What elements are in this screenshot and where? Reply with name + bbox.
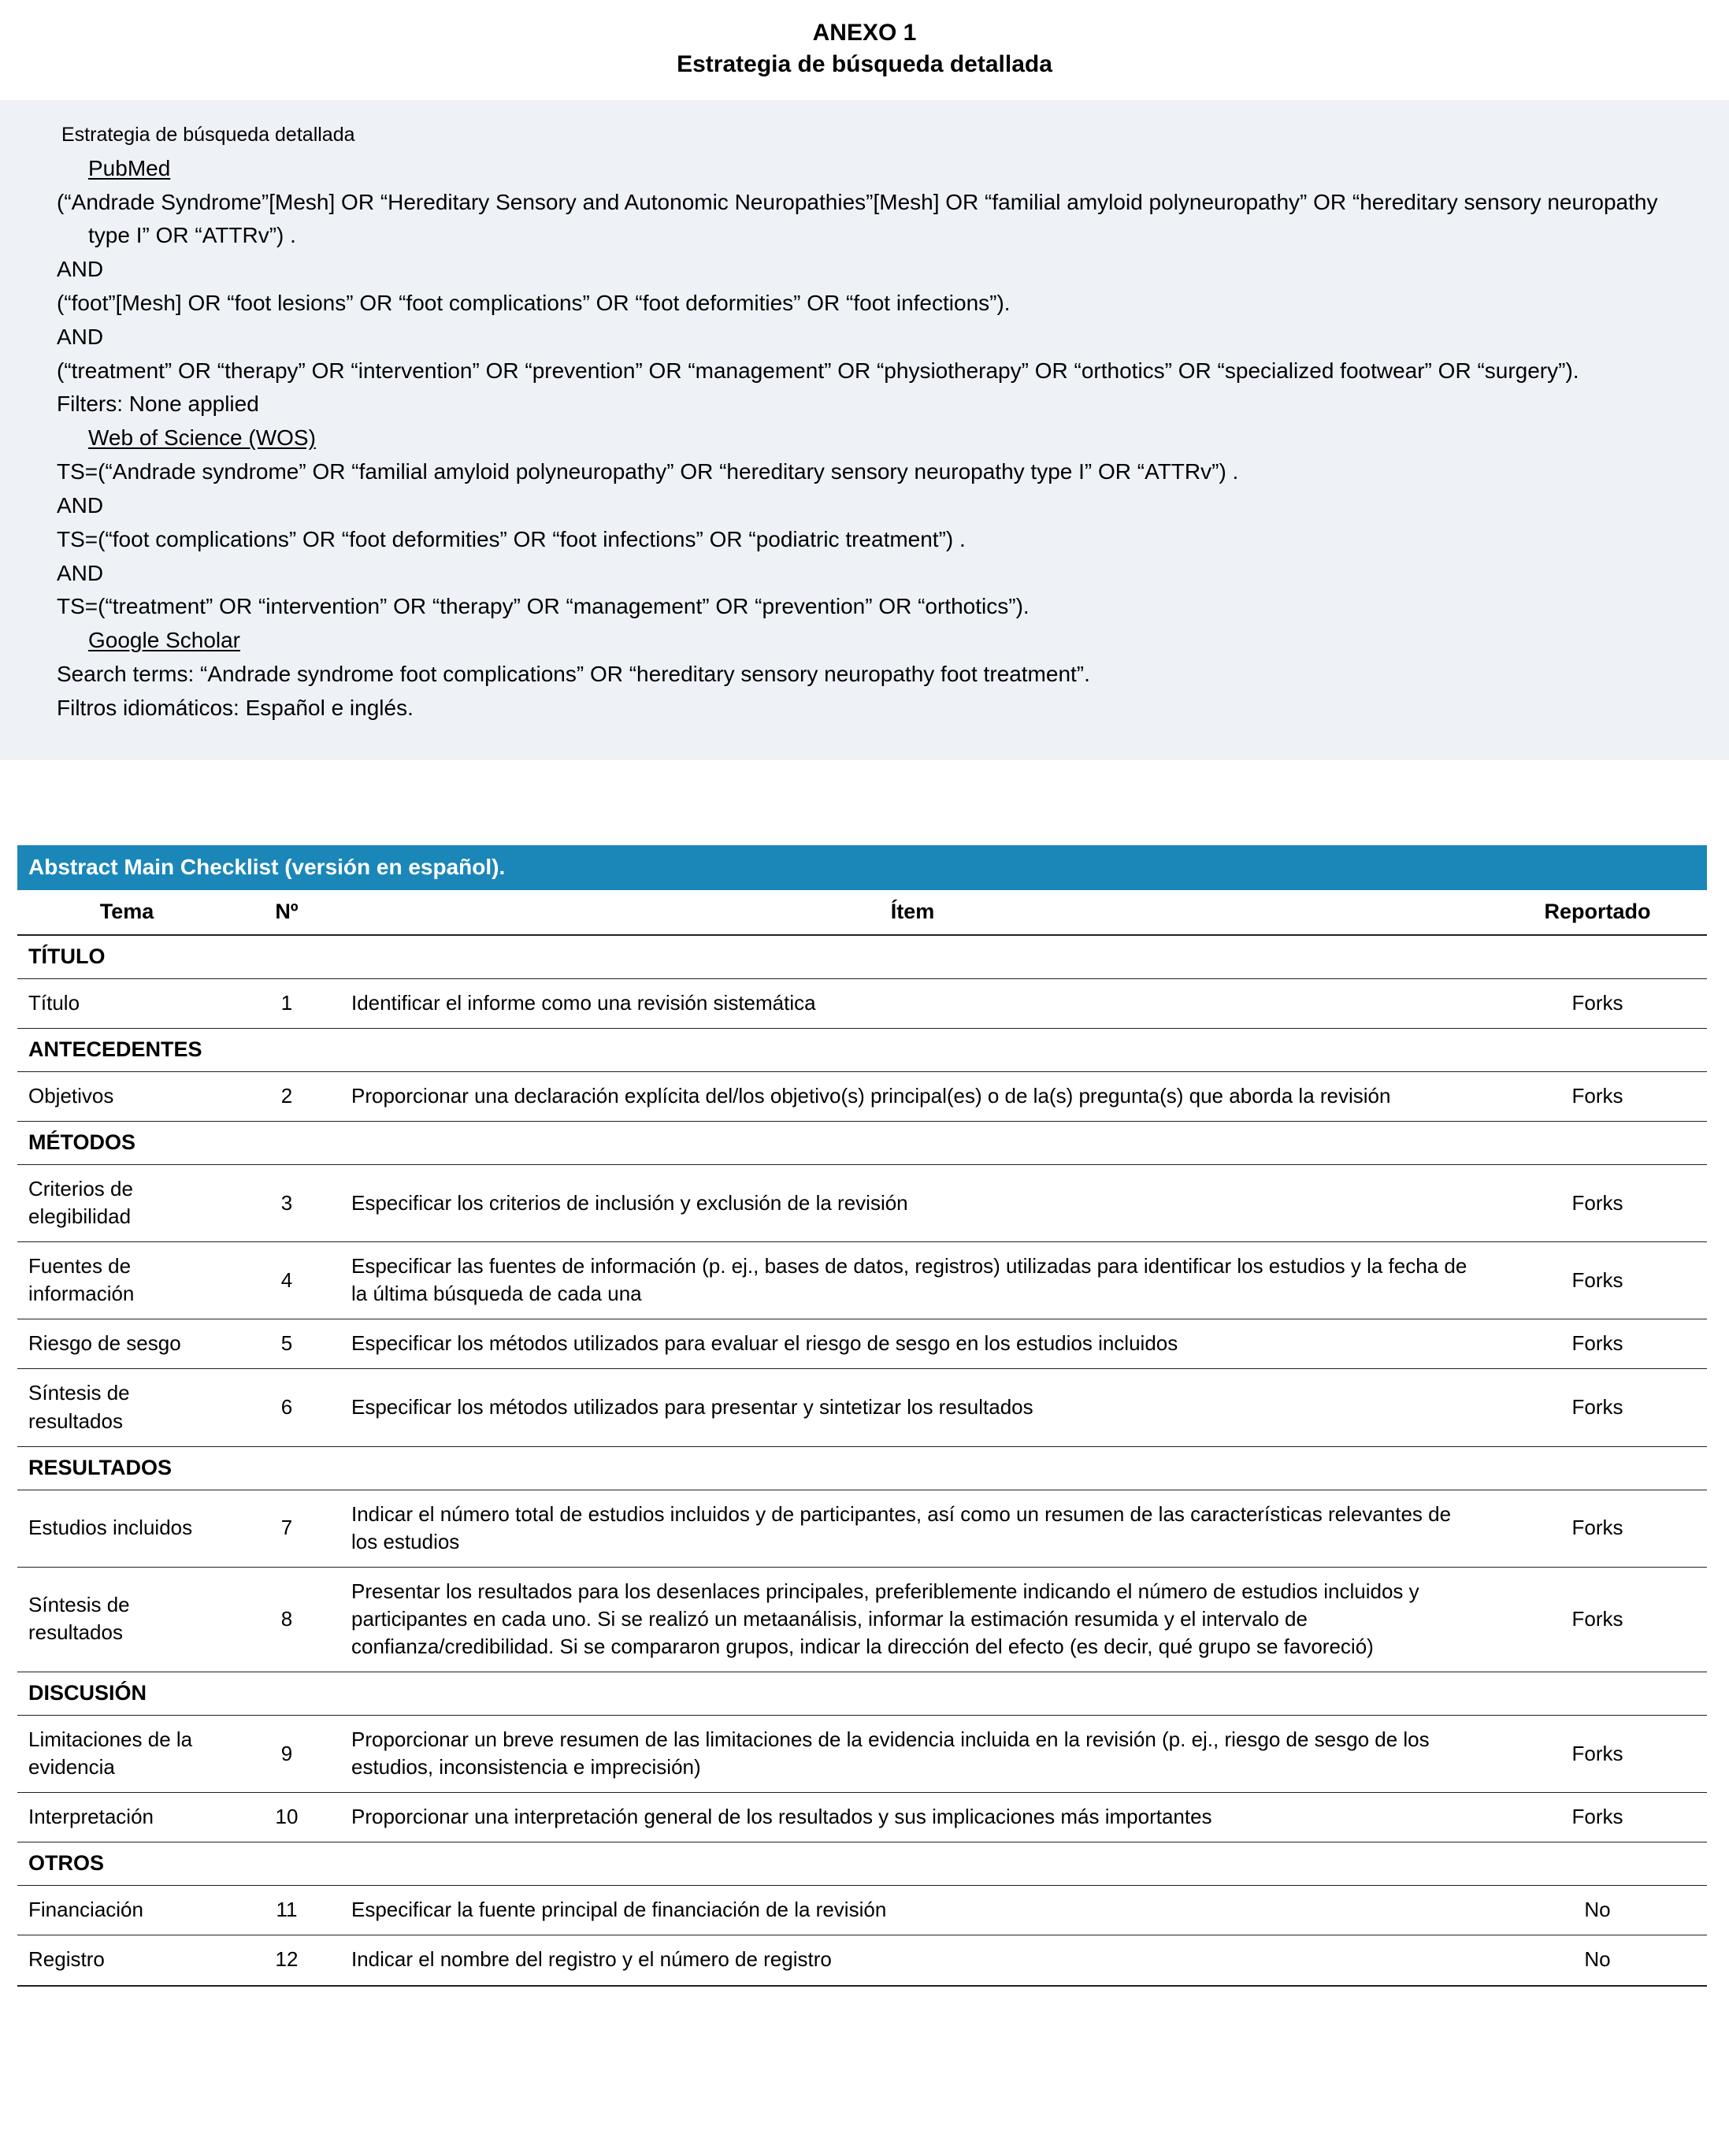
checklist-table <box>17 845 1707 1987</box>
cell-tema: Síntesis de resultados <box>17 1567 236 1672</box>
table-section-row <box>17 935 1707 979</box>
cell-item: Especificar la fuente principal de financiación de la revisión <box>337 1886 1488 1935</box>
cell-item: Proporcionar una interpretación general de los resultados y sus implicaciones más importantes <box>337 1793 1488 1842</box>
pubmed-query-lines <box>32 186 1697 422</box>
cell-num: 1 <box>236 978 337 1028</box>
section-label: TÍTULO <box>17 935 1707 979</box>
cell-num: 2 <box>236 1071 337 1121</box>
table-caption: Abstract Main Checklist (versión en español). <box>17 845 1707 890</box>
scholar-query-line: Search terms: “Andrade syndrome foot complications” OR “hereditary sensory neuropathy foot treatment”. <box>57 662 1090 687</box>
cell-tema: Registro <box>17 1935 236 1986</box>
table-section-row <box>17 1121 1707 1164</box>
table-row <box>17 1164 1707 1241</box>
scholar-query-lines <box>32 658 1697 725</box>
cell-tema: Objetivos <box>17 1071 236 1121</box>
cell-num: 8 <box>236 1567 337 1672</box>
column-header-num: Nº <box>236 890 337 935</box>
table-section-row <box>17 1446 1707 1490</box>
table-section-row <box>17 1028 1707 1071</box>
cell-num: 11 <box>236 1886 337 1935</box>
cell-num: 10 <box>236 1793 337 1842</box>
section-label: OTROS <box>17 1842 1707 1886</box>
table-row <box>17 1490 1707 1567</box>
section-label: ANTECEDENTES <box>17 1028 1707 1071</box>
table-row <box>17 1793 1707 1842</box>
database-label-pubmed: PubMed <box>88 155 171 180</box>
pubmed-query-line: (“treatment” OR “therapy” OR “intervention” OR “prevention” OR “management” OR “physiotherapy” OR “orthotics” OR “specialized footwear” OR “surgery”). <box>57 358 1579 383</box>
table-header-row <box>17 890 1707 935</box>
column-header-tema: Tema <box>17 890 236 935</box>
cell-item: Especificar los métodos utilizados para evaluar el riesgo de sesgo en los estudios incluidos <box>337 1319 1488 1369</box>
cell-reportado: Forks <box>1488 1369 1707 1446</box>
cell-num: 12 <box>236 1935 337 1986</box>
cell-reportado: Forks <box>1488 1164 1707 1241</box>
cell-reportado: No <box>1488 1886 1707 1935</box>
table-head <box>17 890 1707 935</box>
cell-tema: Título <box>17 978 236 1028</box>
cell-tema: Estudios incluidos <box>17 1490 236 1567</box>
search-strategy-intro: Estrategia de búsqueda detallada <box>61 124 355 147</box>
cell-num: 4 <box>236 1242 337 1319</box>
table-row <box>17 1071 1707 1121</box>
wos-query-line: TS=(“treatment” OR “intervention” OR “therapy” OR “management” OR “prevention” OR “orthotics”). <box>57 594 1030 619</box>
cell-tema: Criterios de elegibilidad <box>17 1164 236 1241</box>
cell-reportado: Forks <box>1488 1071 1707 1121</box>
scholar-query-line: Filtros idiomáticos: Español e inglés. <box>57 695 414 720</box>
wos-query-line: TS=(“Andrade syndrome” OR “familial amyloid polyneuropathy” OR “hereditary sensory neuropathy type I” OR “ATTRv”) . <box>57 459 1239 484</box>
cell-item: Proporcionar una declaración explícita del/los objetivo(s) principal(es) o de la(s) pregunta(s) que aborda la revisión <box>337 1071 1488 1121</box>
cell-reportado: No <box>1488 1935 1707 1986</box>
cell-reportado: Forks <box>1488 978 1707 1028</box>
pubmed-query-line: (“foot”[Mesh] OR “foot lesions” OR “foot complications” OR “foot deformities” OR “foot infections”). <box>57 291 1011 315</box>
table-body <box>17 935 1707 1986</box>
page-title-line2: Estrategia de búsqueda detallada <box>677 50 1052 77</box>
cell-tema: Síntesis de resultados <box>17 1369 236 1446</box>
column-header-item: Ítem <box>337 890 1488 935</box>
cell-reportado: Forks <box>1488 1716 1707 1793</box>
cell-item: Especificar los criterios de inclusión y exclusión de la revisión <box>337 1164 1488 1241</box>
cell-tema: Financiación <box>17 1886 236 1935</box>
wos-query-lines <box>32 455 1697 624</box>
search-strategy-box <box>0 100 1729 760</box>
checklist-table-wrapper <box>0 845 1729 1987</box>
cell-item: Presentar los resultados para los desenlaces principales, preferiblemente indicando el número de estudios incluidos y participantes en cada uno. Si se realizó un metaanálisis, informar la estimación resumida y el intervalo de confianza/credibilidad. Si se compararon grupos, indicar la dirección del efecto (es decir, qué grupo se favoreció) <box>337 1567 1488 1672</box>
table-row <box>17 1242 1707 1319</box>
section-label: RESULTADOS <box>17 1446 1707 1490</box>
table-section-row <box>17 1672 1707 1716</box>
table-section-row <box>17 1842 1707 1886</box>
pubmed-query-line: Filters: None applied <box>57 391 259 417</box>
cell-tema: Riesgo de sesgo <box>17 1319 236 1369</box>
page-title <box>0 0 1729 80</box>
cell-num: 3 <box>236 1164 337 1241</box>
section-label: DISCUSIÓN <box>17 1672 1707 1716</box>
cell-tema: Limitaciones de la evidencia <box>17 1716 236 1793</box>
cell-reportado: Forks <box>1488 1490 1707 1567</box>
cell-reportado: Forks <box>1488 1242 1707 1319</box>
pubmed-query-line: AND <box>57 257 104 282</box>
pubmed-query-line: (“Andrade Syndrome”[Mesh] OR “Hereditary Sensory and Autonomic Neuropathies”[Mesh] OR “familial amyloid polyneuropathy” OR “hereditary sensory neuropathy type I” OR “ATTRv”) . <box>57 189 1658 248</box>
page-title-line1: ANEXO 1 <box>812 20 917 46</box>
table-row <box>17 1319 1707 1369</box>
cell-item: Especificar los métodos utilizados para presentar y sintetizar los resultados <box>337 1369 1488 1446</box>
cell-num: 7 <box>236 1490 337 1567</box>
wos-query-line: AND <box>57 492 104 518</box>
cell-item: Indicar el nombre del registro y el número de registro <box>337 1935 1488 1986</box>
column-header-reportado: Reportado <box>1488 890 1707 935</box>
table-row <box>17 1886 1707 1935</box>
table-row <box>17 1369 1707 1446</box>
table-row <box>17 1935 1707 1986</box>
cell-reportado: Forks <box>1488 1793 1707 1842</box>
wos-query-line: AND <box>57 560 104 585</box>
pubmed-query-line: AND <box>57 324 104 349</box>
cell-num: 5 <box>236 1319 337 1369</box>
table-row <box>17 1716 1707 1793</box>
cell-num: 6 <box>236 1369 337 1446</box>
section-label: MÉTODOS <box>17 1121 1707 1164</box>
cell-reportado: Forks <box>1488 1567 1707 1672</box>
database-label-wos: Web of Science (WOS) <box>88 425 316 451</box>
database-label-scholar: Google Scholar <box>88 628 241 653</box>
cell-tema: Fuentes de información <box>17 1242 236 1319</box>
cell-item: Especificar las fuentes de información (p. ej., bases de datos, registros) utilizadas para identificar los estudios y la fecha de la última búsqueda de cada una <box>337 1242 1488 1319</box>
cell-reportado: Forks <box>1488 1319 1707 1369</box>
cell-item: Identificar el informe como una revisión sistemática <box>337 978 1488 1028</box>
cell-item: Indicar el número total de estudios incluidos y de participantes, así como un resumen de las características relevantes de los estudios <box>337 1490 1488 1567</box>
cell-num: 9 <box>236 1716 337 1793</box>
cell-tema: Interpretación <box>17 1793 236 1842</box>
table-row <box>17 1567 1707 1672</box>
wos-query-line: TS=(“foot complications” OR “foot deformities” OR “foot infections” OR “podiatric treatment”) . <box>57 526 966 551</box>
table-row <box>17 978 1707 1028</box>
cell-item: Proporcionar un breve resumen de las limitaciones de la evidencia incluida en la revisión (p. ej., riesgo de sesgo de los estudios, inconsistencia e imprecisión) <box>337 1716 1488 1793</box>
